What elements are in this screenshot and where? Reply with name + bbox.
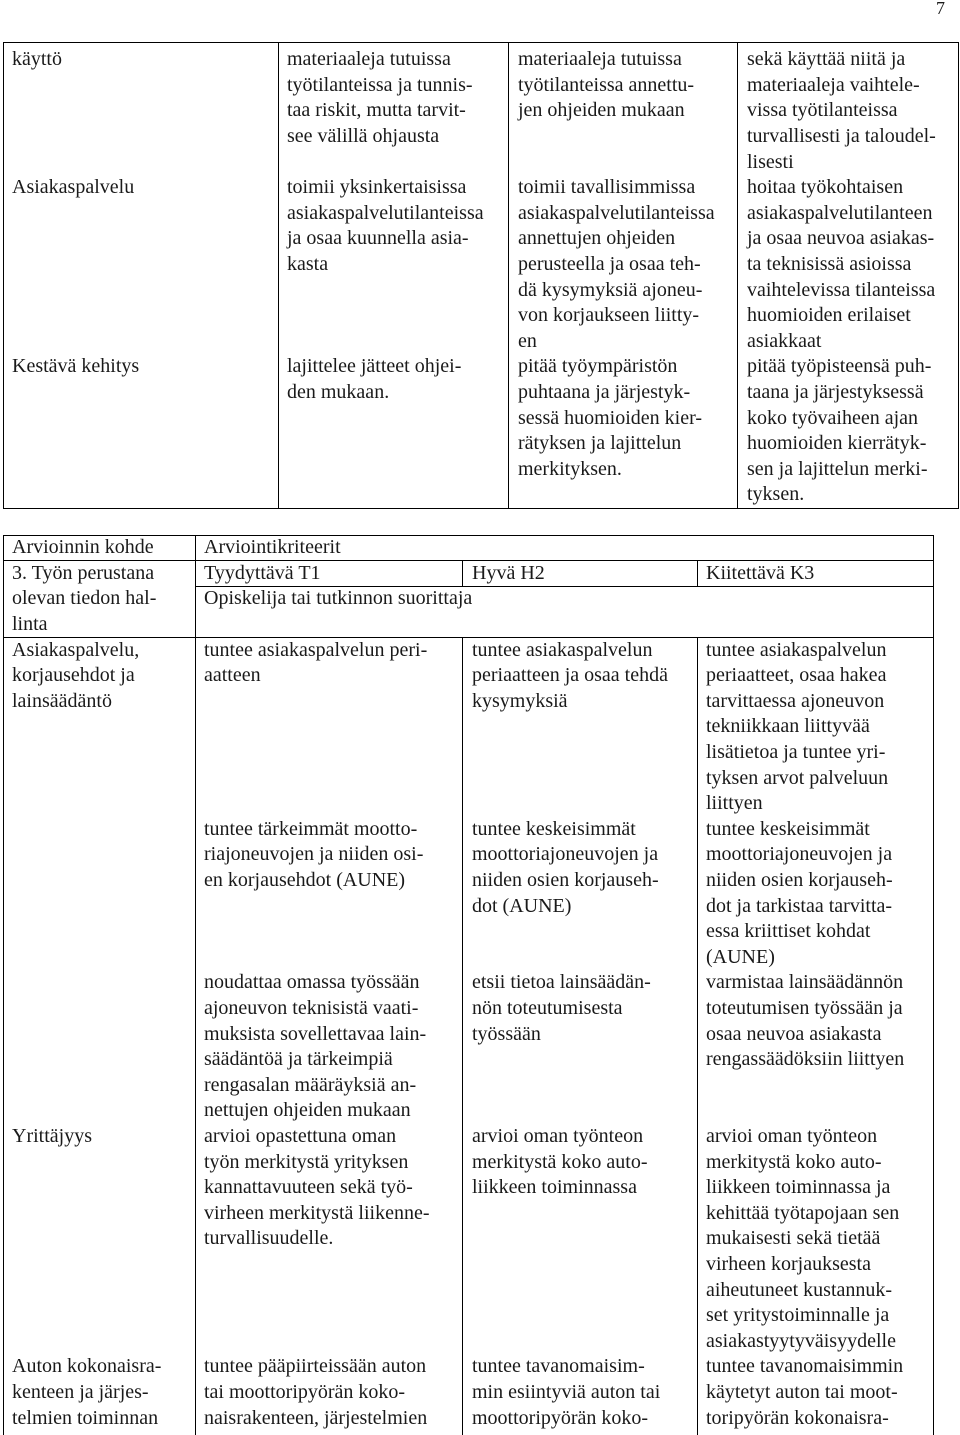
criteria-cell-t1: toimii yksinkertaisissa asiakaspalvelutilanteissa ja osaa kuunnella asia- kasta [287,176,484,275]
criteria-cell-h2: arvioi oman työnteon merkitystä koko auto- liikkeen toiminnassa [472,1125,648,1199]
criteria-cell-h2: materiaaleja tutuissa työtilanteissa annettu- jen ohjeiden mukaan [518,48,695,122]
table-column-rule [697,637,698,1435]
assessment-target-label: Asiakaspalvelu [12,176,135,199]
section-title: 3. Työn perustana olevan tiedon hal- linta [12,561,157,635]
criteria-cell-t1: arvioi opastettuna oman työn merkitystä yrityksen kannattavuuteen sekä työ- virheen merkitystä liikenne- turvallisuudelle. [204,1125,430,1250]
criteria-cell-k3: hoitaa työkohtaisen asiakaspalvelutilanteen ja osaa neuvoa asiakas- ta teknisissä asioissa vaihtelevissa tilanteissa huomioiden erilaiset asiakkaat [747,176,936,352]
criteria-cell-h2: tuntee asiakaspalvelun periaatteen ja osaa tehdä kysymyksiä [472,638,668,712]
criteria-cell-k3: tuntee keskeisimmät moottoriajoneuvojen ja niiden osien korjauseh- dot ja tarkistaa tarvitta- essa kriittiset kohdat (AUNE) [706,817,893,968]
criteria-cell-t1: lajittelee jätteet ohjei- den mukaan. [287,355,462,403]
criteria-cell-k3: sekä käyttää niitä ja materiaaleja vaihtele- vissa työtilanteissa turvallisesti ja taloudel- lisesti [747,48,936,173]
criteria-cell-t1: tuntee tärkeimmät mootto- riajoneuvojen ja niiden osi- en korjausehdot (AUNE) [204,817,424,891]
grade-header-t1: Tyydyttävä T1 [204,561,321,584]
criteria-cell-h2: tuntee keskeisimmät moottoriajoneuvojen ja niiden osien korjauseh- dot (AUNE) [472,817,659,917]
criteria-cell-h2: toimii tavallisimmissa asiakaspalvelutilanteissa annettujen ohjeiden perusteella ja osaa teh- dä kysymyksiä ajoneu- von korjaukseen liitty- en [518,176,715,352]
table-column-rule [737,42,738,509]
criteria-cell-t1: materiaaleja tutuissa työtilanteissa ja tunnis- taa riskit, mutta tarvit- see välillä ohjausta [287,48,473,147]
assessment-target-label: käyttö [12,48,62,71]
subject-label: Opiskelija tai tutkinnon suorittaja [204,587,473,610]
assessment-target-label: Kestävä kehitys [12,355,140,378]
grade-header-h2: Hyvä H2 [472,561,545,584]
table-column-rule [195,535,196,1435]
table-column-rule [508,42,509,509]
criteria-cell-k3: arvioi oman työnteon merkitystä koko auto- liikkeen toiminnassa ja kehittää työtapojaan sen mukaisesti sekä tietää virheen korjauksesta aiheutuneet kustannuk- set yritystoiminnalle ja asiakastyytyväisyydelle [706,1125,900,1352]
table-column-rule [462,560,463,587]
criteria-cell-h2: pitää työympäristön puhtaana ja järjestyk- sessä huomioiden kier- rätyksen ja lajittelun merkityksen. [518,355,703,480]
grade-header-k3: Kiitettävä K3 [706,561,815,584]
criteria-cell-k3: pitää työpisteensä puh- taana ja järjestyksessä koko työvaiheen ajan huomioiden kierrätyk- sen ja lajittelun merki- tyksen. [747,355,932,506]
table-column-rule [278,42,279,509]
assessment-target-header: Arvioinnin kohde [12,536,154,559]
criteria-cell-t1: tuntee asiakaspalvelun peri- aatteen [204,638,428,687]
criteria-cell-h2: tuntee tavanomaisim- min esiintyviä auton tai moottoripyörän koko- [472,1355,661,1429]
criteria-cell-k3: tuntee tavanomaisimmin käytetyt auton tai moot- toripyörän kokonaisra- [706,1355,904,1429]
assessment-target-label: Asiakaspalvelu, korjausehdot ja lainsäädäntö [12,638,140,712]
criteria-cell-t1: tuntee pääpiirteissään auton tai moottoripyörän koko- naisrakenteen, järjestelmien [204,1355,428,1429]
criteria-cell-k3: varmistaa lainsäädännön toteutumisen työssään ja osaa neuvoa asiakasta rengassäädöksiin liittyen [706,971,905,1071]
criteria-cell-h2: etsii tietoa lainsäädän- nön toteutumisesta työssään [472,971,651,1045]
table-column-rule [462,637,463,1435]
criteria-cell-t1: noudattaa omassa työssään ajoneuvon teknisistä vaati- muksista sovellettavaa lain- säädäntöä ja tärkeimpiä rengasalan määräyksiä an- nettujen ohjeiden mukaan [204,971,427,1122]
assessment-target-label: Yrittäjyys [12,1125,92,1147]
table-column-rule [697,560,698,587]
criteria-header: Arviointikriteerit [204,536,341,559]
criteria-cell-k3: tuntee asiakaspalvelun periaatteet, osaa hakea tarvittaessa ajoneuvon tekniikkaan liittyvää lisätietoa ja tuntee yri- tyksen arvot palveluun liittyen [706,638,889,815]
page-number: 7 [936,0,945,18]
assessment-target-label: Auton kokonaisra- kenteen ja järjes- telmien toiminnan [12,1355,162,1429]
